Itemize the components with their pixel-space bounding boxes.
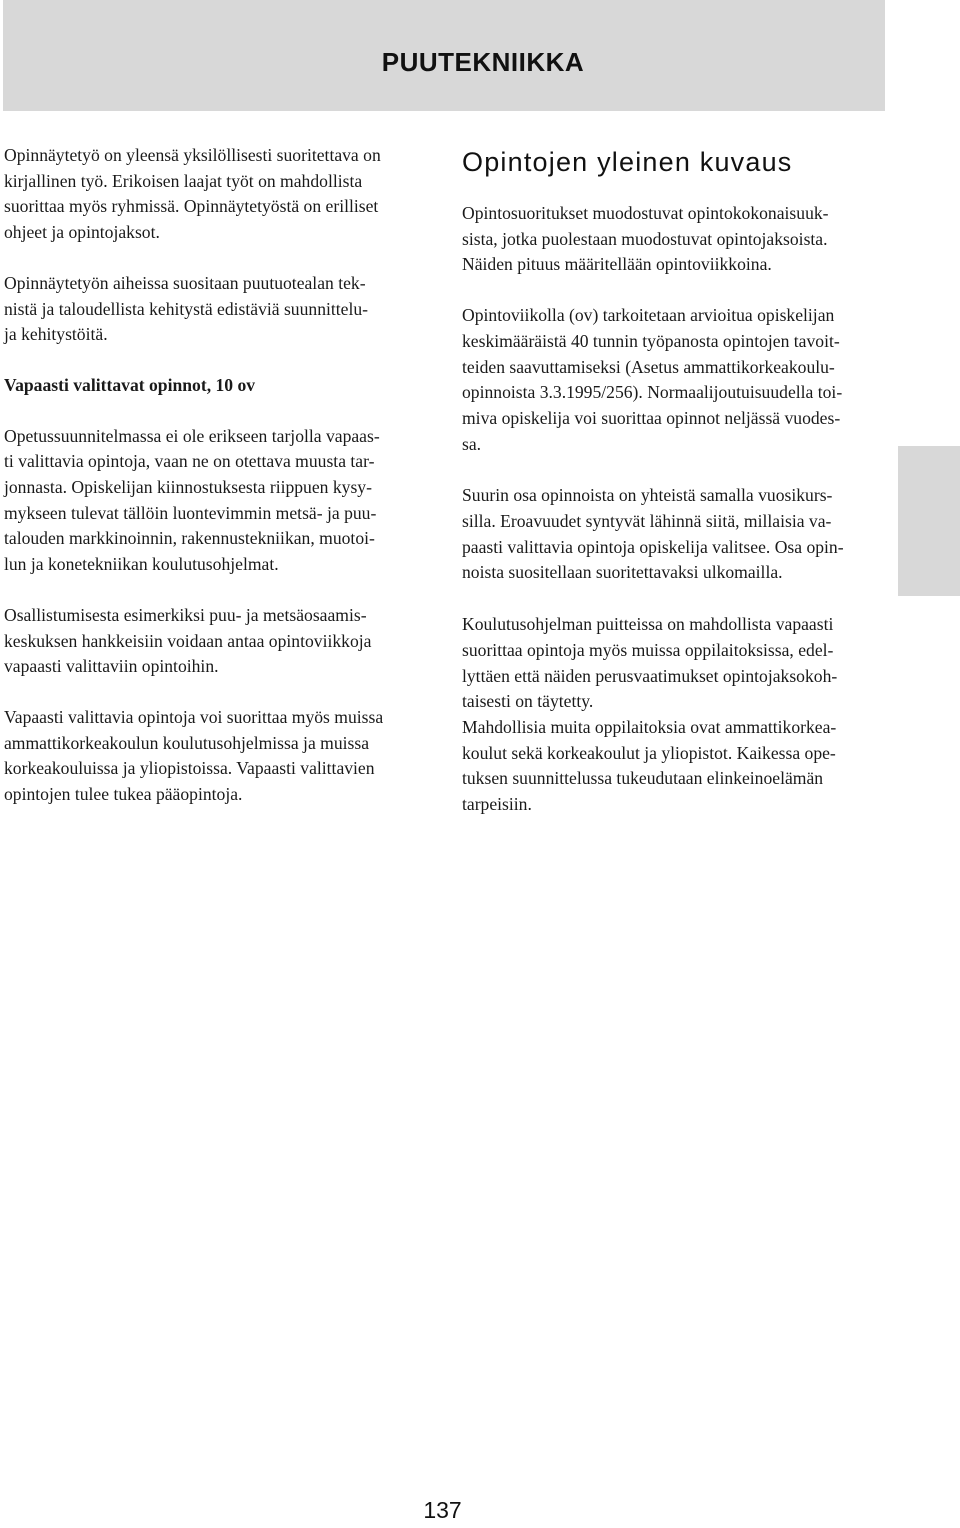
text-line: suorittaa myös ryhmissä. Opinnäytetyöstä on erilliset	[4, 196, 379, 217]
text-line: miva opiskelija voi suorittaa opinnot neljässä vuodes-	[462, 407, 841, 428]
right-column	[462, 143, 884, 818]
section-title: Opintojen yleinen kuvaus	[462, 147, 793, 177]
text-line: sa.	[462, 433, 482, 454]
paragraph	[4, 424, 424, 578]
text-line: keskuksen hankkeisiin voidaan antaa opintoviikkoja	[4, 630, 372, 651]
paragraph	[4, 603, 424, 680]
text-line: sista, jotka puolestaan muodostuvat opintojaksoista.	[462, 228, 828, 249]
text-line: Mahdollisia muita oppilaitoksia ovat ammattikorkea-	[462, 716, 837, 737]
left-column	[4, 143, 424, 808]
text-line: opintojen tulee tukea pääopintoja.	[4, 784, 243, 805]
paragraph	[462, 201, 884, 278]
text-line: Koulutusohjelman puitteissa on mahdollista vapaasti	[462, 614, 834, 635]
text-line: Näiden pituus määritellään opintoviikkoina.	[462, 254, 772, 275]
text-line: ammattikorkeakoulun koulutusohjelmissa ja muissa	[4, 732, 370, 753]
text-line: ohjeet ja opintojaksot.	[4, 222, 160, 243]
text-line: keskimääräistä 40 tunnin työpanosta opintojen tavoit-	[462, 330, 840, 351]
text-line: tuksen suunnittelussa tukeudutaan elinkeinoelämän	[462, 768, 824, 789]
side-thumb-tab	[898, 446, 960, 596]
text-line: nistä ja taloudellista kehitystä edistäviä suunnittelu-	[4, 298, 369, 319]
text-line: talouden markkinoinnin, rakennustekniikan, muotoi-	[4, 528, 375, 549]
page-number: 137	[423, 1497, 462, 1523]
section-subheading: Vapaasti valittavat opinnot, 10 ov	[4, 374, 256, 395]
text-line: taisesti on täytetty.	[462, 691, 594, 712]
text-line: paasti valittavia opintoja opiskelija valitsee. Osa opin-	[462, 536, 844, 557]
text-line: vapaasti valittaviin opintoihin.	[4, 656, 219, 677]
text-line: Opintosuoritukset muodostuvat opintokokonaisuuk-	[462, 203, 829, 223]
text-line: mykseen tulevat tällöin luontevimmin metsä- ja puu-	[4, 502, 377, 523]
text-line: noista suositellaan suoritettavaksi ulkomailla.	[462, 562, 783, 583]
text-line: ti valittavia opintoja, vaan ne on otettava muusta tar-	[4, 451, 375, 472]
text-line: kirjallinen työ. Erikoisen laajat työt on mahdollista	[4, 170, 363, 191]
text-line: tarpeisiin.	[462, 794, 532, 815]
page-title: PUUTEKNIIKKA	[381, 47, 585, 77]
paragraph	[462, 612, 884, 715]
text-line: Opinnäytetyön aiheissa suositaan puutuotealan tek-	[4, 272, 366, 293]
text-line: Opintoviikolla (ov) tarkoitetaan arvioitua opiskelijan	[462, 305, 835, 326]
text-line: suorittaa opintoja myös muissa oppilaitoksissa, edel-	[462, 639, 834, 660]
paragraph	[462, 303, 884, 457]
text-line: Vapaasti valittavia opintoja voi suorittaa myös muissa	[4, 706, 384, 727]
paragraph	[462, 715, 884, 818]
paragraph	[4, 271, 424, 348]
text-line: opinnoista 3.3.1995/256). Normaalijoutuisuudella toi-	[462, 382, 843, 403]
text-line: korkeakouluissa ja yliopistoissa. Vapaasti valittavien	[4, 758, 375, 779]
text-line: jonnasta. Opiskelijan kiinnostuksesta riippuen kysy-	[4, 477, 372, 498]
text-line: lun ja konetekniikan koulutusohjelmat.	[4, 554, 279, 575]
text-line: ja kehitystöitä.	[4, 324, 108, 345]
text-line: Opetussuunnitelmassa ei ole erikseen tarjolla vapaas-	[4, 425, 380, 446]
paragraph	[462, 483, 884, 586]
paragraph	[4, 705, 424, 808]
text-line: lyttäen että näiden perusvaatimukset opintojaksokoh-	[462, 665, 838, 686]
text-line: Osallistumisesta esimerkiksi puu- ja metsäosaamis-	[4, 604, 367, 625]
text-line: koulut sekä korkeakoulut ja yliopistot. Kaikessa ope-	[462, 742, 836, 763]
paragraph	[4, 143, 424, 246]
text-line: Opinnäytetyö on yleensä yksilöllisesti suoritettava on	[4, 145, 381, 165]
text-line: silla. Eroavuudet syntyvät lähinnä siitä, millaisia va-	[462, 511, 832, 532]
text-line: Suurin osa opinnoista on yhteistä samalla vuosikurs-	[462, 485, 833, 506]
text-line: teiden saavuttamiseksi (Asetus ammattikorkeakoulu-	[462, 356, 835, 377]
